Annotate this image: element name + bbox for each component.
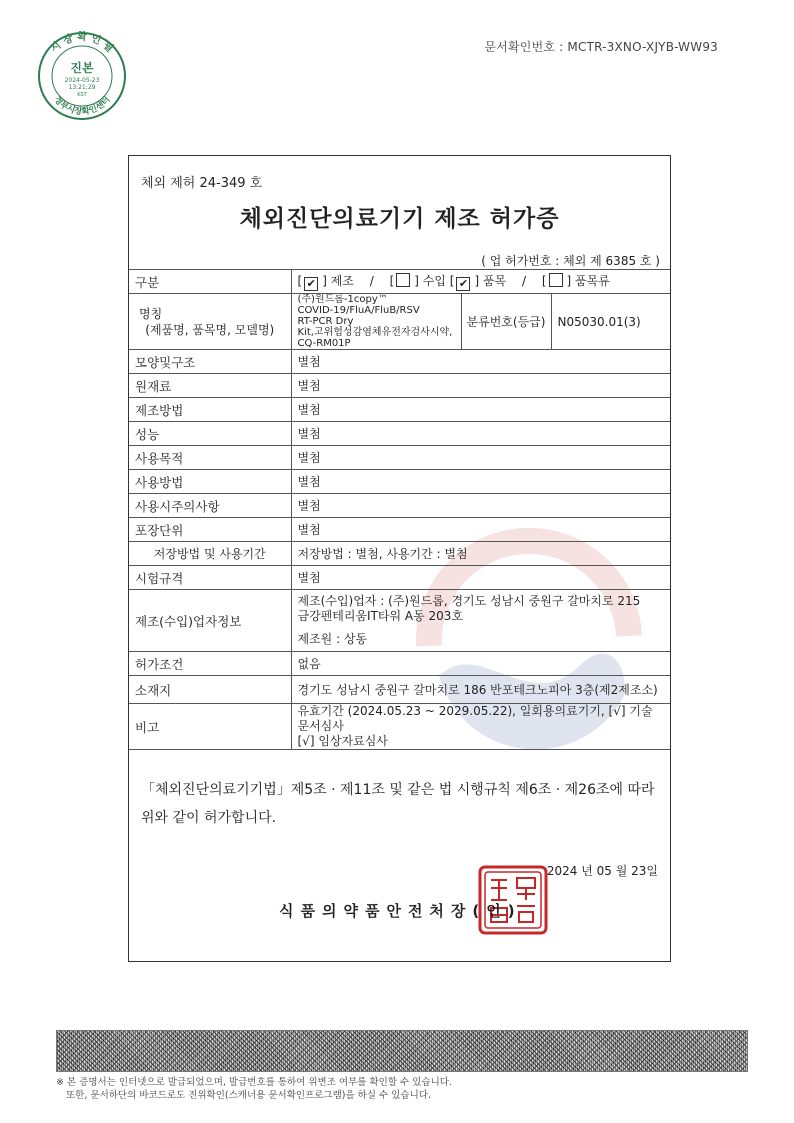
table-row: [129, 294, 670, 350]
row-label: 사용목적: [129, 446, 291, 470]
table-row: [129, 518, 670, 542]
table-row: [129, 350, 670, 374]
category-options: [ ✔ ] 제조 / [ ] 수입 [ ✔ ] 품목 / [ ] 품목류: [291, 270, 670, 294]
note-line: 유효기간 (2024.05.23 ~ 2029.05.22), 일회용의료기기, [√] 기술문서심사: [297, 704, 653, 733]
class-value: N05030.01(3): [551, 294, 670, 350]
svg-text:시 장 확 인 필: [48, 30, 116, 55]
row-label: 제조(수입)업자정보: [129, 590, 291, 652]
class-label: 분류번호(등급): [461, 294, 551, 350]
checkbox-import: [396, 273, 410, 287]
page-title: 체외진단의료기기 제조 허가증: [239, 206, 560, 232]
name-sublabel: (제품명, 품목명, 모델명): [145, 322, 275, 337]
product-name: [291, 294, 461, 350]
row-value: 없음: [291, 652, 670, 676]
row-value: 저장방법 : 별첨, 사용기간 : 별첨: [291, 542, 670, 566]
permit-number: 체외 제허 24-349 호: [141, 176, 263, 191]
row-value: 별첨: [291, 470, 670, 494]
footnote-line: 또한, 문서하단의 바코드로도 진위확인(스캐너용 문서확인프로그램)을 하실 수 있습니다.: [66, 1090, 431, 1101]
row-label: 비고: [129, 704, 291, 750]
table-row: [129, 398, 670, 422]
option-label: 제조: [330, 274, 354, 288]
table-row: [129, 494, 670, 518]
permit-table: [129, 269, 670, 750]
product-name-line: CQ-RM01P: [297, 338, 351, 349]
table-row: [129, 422, 670, 446]
name-label: 명칭: [139, 306, 163, 321]
table-row: [129, 590, 670, 652]
table-row: [129, 542, 670, 566]
stamp-main-text: 진본: [70, 61, 94, 75]
row-value: 별첨: [291, 350, 670, 374]
row-value: 별첨: [291, 566, 670, 590]
checkbox-item: ✔: [456, 277, 470, 291]
option-label: 수입: [422, 274, 446, 288]
table-row: [129, 470, 670, 494]
row-label: 성능: [129, 422, 291, 446]
stamp-top-text: 시 장 확 인 필: [48, 32, 116, 55]
law-statement: 「체외진단의료기기법」제5조 · 제11조 및 같은 법 시행규칙 제6조 · 제26조에 따라 위와 같이 허가합니다.: [141, 782, 655, 826]
note-line: [√] 임상자료심사: [297, 734, 388, 748]
row-label: 허가조건: [129, 652, 291, 676]
product-name-line: (주)원드롭-1copy™: [297, 294, 388, 305]
row-label: 소재지: [129, 676, 291, 704]
stamp-zone: KST: [77, 92, 87, 98]
maker-info: [291, 590, 670, 652]
authenticity-stamp: [36, 30, 128, 122]
option-label: 품목류: [575, 274, 610, 288]
maker-line: 금강펜테리움IT타워 A동 203호: [297, 609, 464, 623]
row-value: 별첨: [291, 398, 670, 422]
row-value: 별첨: [291, 422, 670, 446]
stamp-bottom-text: 정부시장확인센터: [51, 94, 113, 118]
table-row: [129, 446, 670, 470]
business-permit-number: ( 업 허가번호 : 체외 제 6385 호 ): [481, 254, 660, 268]
row-label: 제조방법: [129, 398, 291, 422]
row-label: 포장단위: [129, 518, 291, 542]
stamp-time: 13:21:29: [68, 84, 96, 91]
product-name-line: COVID-19/FluA/FluB/RSV: [297, 305, 420, 316]
row-label: 사용시주의사항: [129, 494, 291, 518]
row-value: 별첨: [291, 518, 670, 542]
checkbox-item-group: [549, 273, 563, 287]
footnote: [56, 1076, 452, 1102]
row-label: 저장방법 및 사용기간: [129, 542, 291, 566]
table-row: [129, 652, 670, 676]
stamp-date: 2024-05-23: [64, 77, 100, 84]
product-name-line: Kit,고위험성감염체유전자검사시약,: [297, 327, 453, 338]
row-label: 시험규격: [129, 566, 291, 590]
table-row: [129, 566, 670, 590]
row-label: [129, 294, 291, 350]
footnote-line: ※ 본 증명서는 인터넷으로 발급되었으며, 발급번호를 통하여 위변조 여부를 확인할 수 있습니다.: [56, 1077, 452, 1088]
row-label: 모양및구조: [129, 350, 291, 374]
note-value: [291, 704, 670, 750]
document-check-number: 문서확인번호 : MCTR-3XNO-XJYB-WW93: [484, 40, 718, 54]
row-value: 경기도 성남시 중원구 갈마치로 186 반포테크노피아 3층(제2제조소): [291, 676, 670, 704]
maker-line: 제조원 : 상동: [297, 632, 368, 646]
row-value: 별첨: [291, 494, 670, 518]
table-row: [129, 704, 670, 750]
issuing-authority: 식품의약품안전처장(인): [279, 902, 522, 920]
checkbox-manufacture: ✔: [304, 277, 318, 291]
issue-date: 2024 년 05 월 23일: [546, 864, 658, 878]
table-row: [129, 374, 670, 398]
row-value: 별첨: [291, 446, 670, 470]
table-row: [129, 270, 670, 294]
option-label: 품목: [482, 274, 507, 288]
permit-certificate: [128, 155, 671, 962]
verification-barcode: [56, 1030, 748, 1072]
row-label: 구분: [129, 270, 291, 294]
maker-line: 제조(수입)업자 : (주)원드롭, 경기도 성남시 중원구 갈마치로 215: [297, 594, 641, 608]
row-value: 별첨: [291, 374, 670, 398]
table-row: [129, 676, 670, 704]
row-label: 원재료: [129, 374, 291, 398]
row-label: 사용방법: [129, 470, 291, 494]
product-name-line: RT-PCR Dry: [297, 316, 354, 327]
